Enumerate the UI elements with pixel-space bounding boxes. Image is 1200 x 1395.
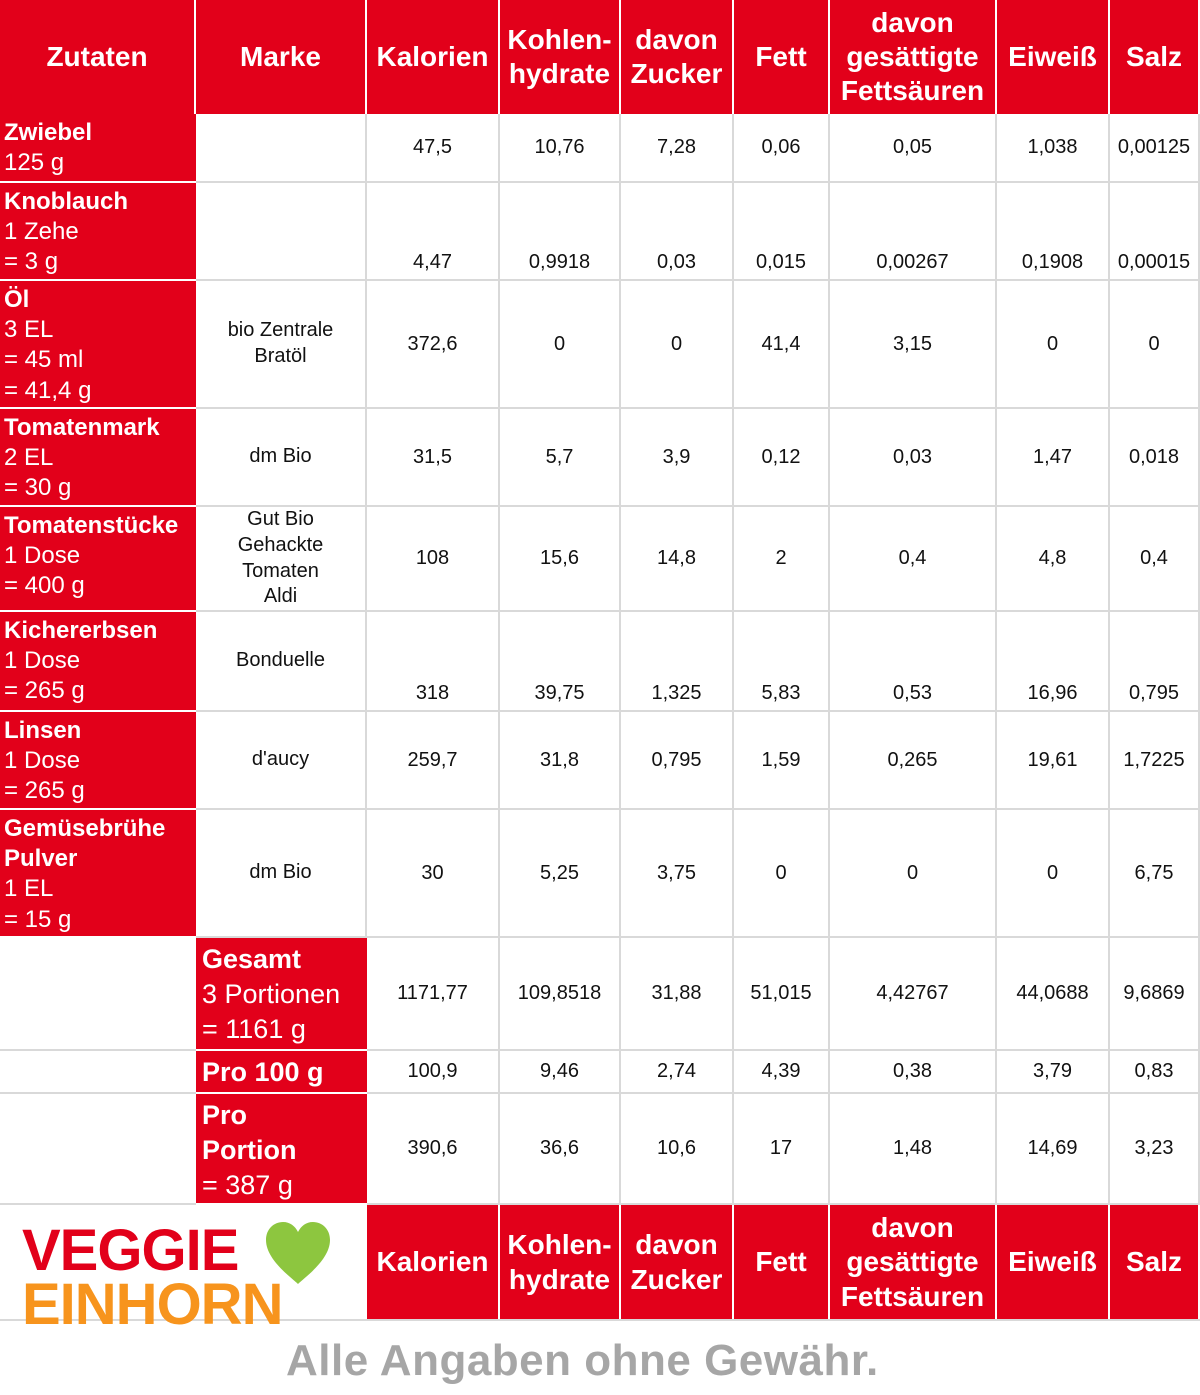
nutrient-value: 30: [367, 810, 500, 938]
nutrient-value: 0,06: [734, 114, 830, 183]
nutrient-value: 0,795: [621, 712, 734, 810]
total-value: 4,39: [734, 1051, 830, 1094]
nutrient-value: 0,00267: [830, 183, 997, 281]
nutrient-value: 0: [997, 810, 1110, 938]
total-value: 2,74: [621, 1051, 734, 1094]
footer-column-header: davon Zucker: [621, 1205, 734, 1320]
total-value: 100,9: [367, 1051, 500, 1094]
nutrient-value: 0,018: [1110, 409, 1200, 507]
nutrient-value: 318: [367, 612, 500, 712]
brand-cell: [196, 183, 367, 281]
nutrient-value: 5,83: [734, 612, 830, 712]
empty-cell: [0, 1094, 196, 1205]
brand-cell: bio Zentrale Bratöl: [196, 281, 367, 409]
brand-cell: dm Bio: [196, 810, 367, 938]
nutrient-value: 0: [500, 281, 621, 409]
ingredient-cell: [0, 409, 196, 507]
ingredient-cell: [0, 507, 196, 612]
total-value: 44,0688: [997, 938, 1110, 1051]
nutrient-value: 4,47: [367, 183, 500, 281]
ingredient-name: Linsen: [4, 717, 82, 744]
total-label: [196, 1094, 367, 1205]
nutrient-value: 0,03: [621, 183, 734, 281]
brand-cell: d'aucy: [196, 712, 367, 810]
ingredient-name: Knoblauch: [4, 188, 128, 215]
nutrient-value: 7,28: [621, 114, 734, 183]
ingredient-name: Öl: [4, 286, 30, 313]
column-header: davon Zucker: [621, 0, 734, 114]
total-value: 1,48: [830, 1094, 997, 1205]
nutrient-value: 31,8: [500, 712, 621, 810]
nutrient-value: 41,4: [734, 281, 830, 409]
nutrient-value: 108: [367, 507, 500, 612]
nutrient-value: 0,00125: [1110, 114, 1200, 183]
nutrient-value: 0,015: [734, 183, 830, 281]
nutrient-value: 0,05: [830, 114, 997, 183]
total-value: 9,6869: [1110, 938, 1200, 1051]
total-value: 0,38: [830, 1051, 997, 1094]
ingredient-amount: 1 EL: [4, 875, 54, 903]
total-label-line: Pro 100 g: [202, 1057, 324, 1087]
nutrient-value: 1,59: [734, 712, 830, 810]
brand-cell: [196, 114, 367, 183]
nutrient-value: 2: [734, 507, 830, 612]
nutrient-value: 5,7: [500, 409, 621, 507]
nutrient-value: 0: [734, 810, 830, 938]
disclaimer-text: Alle Angaben ohne Gewähr.: [286, 1336, 879, 1385]
column-header: davon gesättigte Fettsäuren: [830, 0, 997, 114]
nutrient-value: 6,75: [1110, 810, 1200, 938]
ingredient-amount: 2 EL: [4, 444, 54, 472]
nutrient-value: 31,5: [367, 409, 500, 507]
total-label-line: Pro: [202, 1100, 248, 1130]
footer-column-header: Fett: [734, 1205, 830, 1320]
ingredient-name: Gemüsebrühe Pulver: [4, 815, 166, 873]
total-value: 0,83: [1110, 1051, 1200, 1094]
empty-cell: [0, 938, 196, 1051]
nutrient-value: 3,15: [830, 281, 997, 409]
total-label-line: = 387 g: [202, 1170, 293, 1201]
ingredient-cell: [0, 712, 196, 810]
ingredient-amount: = 30 g: [4, 474, 72, 502]
ingredient-cell: [0, 810, 196, 938]
ingredient-amount: = 265 g: [4, 777, 85, 805]
nutrient-value: 1,038: [997, 114, 1110, 183]
total-label-line: Portion: [202, 1135, 297, 1166]
nutrient-value: 19,61: [997, 712, 1110, 810]
total-label: [196, 1051, 367, 1094]
nutrient-value: 3,9: [621, 409, 734, 507]
footer-column-header: Salz: [1110, 1205, 1200, 1320]
column-header: Eiweiß: [997, 0, 1110, 114]
nutrient-value: 0,00015: [1110, 183, 1200, 281]
nutrient-value: 4,8: [997, 507, 1110, 612]
nutrient-value: 259,7: [367, 712, 500, 810]
nutrient-value: 47,5: [367, 114, 500, 183]
total-value: 4,42767: [830, 938, 997, 1051]
nutrient-value: 1,325: [621, 612, 734, 712]
nutrient-value: 0,53: [830, 612, 997, 712]
ingredient-cell: [0, 183, 196, 281]
total-label-line: = 1161 g: [202, 1014, 306, 1045]
footer-column-header: Kohlen- hydrate: [500, 1205, 621, 1320]
total-value: 3,23: [1110, 1094, 1200, 1205]
ingredient-amount: = 400 g: [4, 572, 85, 600]
total-value: 14,69: [997, 1094, 1110, 1205]
nutrient-value: 0,4: [1110, 507, 1200, 612]
total-value: 36,6: [500, 1094, 621, 1205]
ingredient-name: Kichererbsen: [4, 617, 158, 644]
nutrient-value: 0: [830, 810, 997, 938]
nutrient-value: 16,96: [997, 612, 1110, 712]
ingredient-amount: 3 EL: [4, 316, 54, 344]
nutrient-value: 5,25: [500, 810, 621, 938]
ingredient-amount: = 3 g: [4, 248, 59, 276]
total-value: 9,46: [500, 1051, 621, 1094]
nutrient-value: 0,12: [734, 409, 830, 507]
brand-cell: Gut Bio Gehackte Tomaten Aldi: [196, 507, 367, 612]
nutrient-value: 372,6: [367, 281, 500, 409]
nutrient-value: 15,6: [500, 507, 621, 612]
ingredient-amount: 1 Dose: [4, 542, 81, 570]
footer-column-header: Kalorien: [367, 1205, 500, 1320]
total-value: 31,88: [621, 938, 734, 1051]
total-value: 17: [734, 1094, 830, 1205]
ingredient-amount: 1 Dose: [4, 747, 81, 775]
ingredient-name: Tomatenstücke: [4, 512, 179, 539]
ingredient-amount: = 265 g: [4, 677, 85, 705]
total-label-line: Gesamt: [202, 944, 302, 974]
nutrient-value: 3,75: [621, 810, 734, 938]
total-label: [196, 938, 367, 1051]
brand-cell: Bonduelle: [196, 612, 367, 712]
nutrient-value: 0,1908: [997, 183, 1110, 281]
brand-cell: dm Bio: [196, 409, 367, 507]
ingredient-amount: = 45 ml: [4, 346, 84, 374]
column-header: Kalorien: [367, 0, 500, 114]
nutrient-value: 0: [997, 281, 1110, 409]
footer-column-header: Eiweiß: [997, 1205, 1110, 1320]
ingredient-name: Tomatenmark: [4, 414, 160, 441]
ingredient-amount: = 41,4 g: [4, 376, 92, 404]
nutrient-value: 0,795: [1110, 612, 1200, 712]
nutrient-value: 10,76: [500, 114, 621, 183]
ingredient-name: Zwiebel: [4, 119, 93, 146]
nutrient-value: 0,265: [830, 712, 997, 810]
column-header: Fett: [734, 0, 830, 114]
nutrient-value: 0: [621, 281, 734, 409]
empty-cell: [0, 1051, 196, 1094]
ingredient-cell: [0, 281, 196, 409]
ingredient-amount: = 15 g: [4, 905, 72, 933]
ingredient-cell: [0, 114, 196, 183]
ingredient-amount: 1 Zehe: [4, 218, 79, 246]
nutrient-value: 14,8: [621, 507, 734, 612]
veggie-einhorn-logo: [22, 1218, 342, 1337]
nutrient-value: 1,7225: [1110, 712, 1200, 810]
nutrient-value: 1,47: [997, 409, 1110, 507]
total-label-line: 3 Portionen: [202, 979, 341, 1010]
nutrient-value: 0: [1110, 281, 1200, 409]
column-header: Salz: [1110, 0, 1200, 114]
total-value: 10,6: [621, 1094, 734, 1205]
nutrient-value: 0,9918: [500, 183, 621, 281]
ingredient-cell: [0, 612, 196, 712]
logo-einhorn-text: EINHORN: [22, 1272, 283, 1337]
nutrient-value: 39,75: [500, 612, 621, 712]
nutrient-value: 0,03: [830, 409, 997, 507]
total-value: 109,8518: [500, 938, 621, 1051]
total-value: 1171,77: [367, 938, 500, 1051]
footer-column-header: davon gesättigte Fettsäuren: [830, 1205, 997, 1320]
column-header: Kohlen- hydrate: [500, 0, 621, 114]
ingredient-amount: 1 Dose: [4, 647, 81, 675]
total-value: 390,6: [367, 1094, 500, 1205]
nutrient-value: 0,4: [830, 507, 997, 612]
total-value: 3,79: [997, 1051, 1110, 1094]
column-header: Marke: [196, 0, 367, 114]
total-value: 51,015: [734, 938, 830, 1051]
ingredient-amount: 125 g: [4, 149, 65, 177]
logo-veggie-text: VEGGIE: [22, 1218, 239, 1283]
column-header: Zutaten: [0, 0, 196, 114]
